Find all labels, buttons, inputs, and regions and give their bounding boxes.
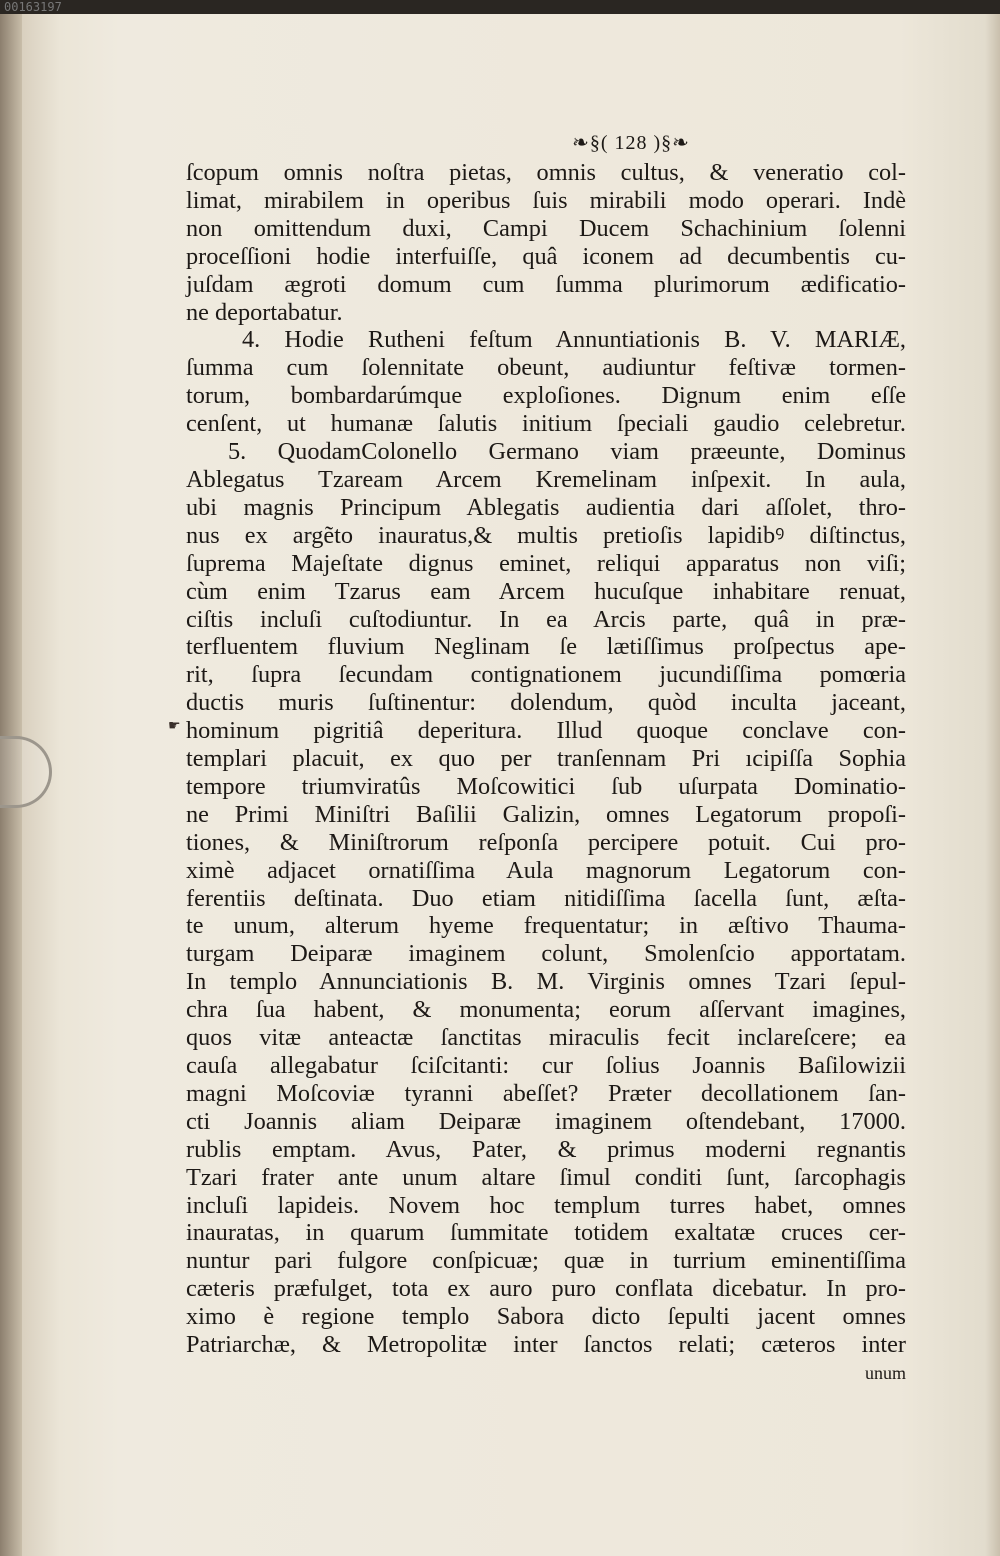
text-line: ximè adjacet ornatiſſima Aula magnorum Legatorum con- [186,856,906,884]
text-line: magni Moſcoviæ tyranni abeſſet? Præter decollationem ſan- [186,1079,906,1107]
text-line: rit, ſupra ſecundam contignationem jucundiſſima pomœria [186,661,906,689]
text-line: hominum pigritiâ deperitura. Illud quoque conclave con- [186,717,906,745]
paper-clip [0,736,52,808]
text-line: quos vitæ anteactæ ſanctitas miraculis fecit inclareſcere; ea [186,1024,906,1052]
text-line: ſcopum omnis noſtra pietas, omnis cultus, & veneratio col- [186,159,906,186]
text-line: incluſi lapideis. Novem hoc templum turres habet, omnes [186,1191,906,1219]
text-line: cùm enim Tzarus eam Arcem hucuſque inhabitare renuat, [186,577,906,605]
text-line: terfluentem fluvium Neglinam ſe lætiſſimus proſpectus ape- [186,633,906,661]
catchword: unum [864,1362,906,1383]
text-line: In templo Annunciationis B. M. Virginis omnes Tzari ſepul- [186,968,906,996]
margin-pointer-icon: ☛ [168,718,181,734]
body-text [186,159,926,1359]
text-line: te unum, alterum hyeme frequentatur; in æſtivo Thauma- [186,912,906,940]
text-line: juſdam ægroti domum cum ſumma plurimorum ædificatio- [186,270,906,298]
running-head-page-number: ❧§( 128 )§❧ [572,132,690,154]
text-line: Ablegatus Tzaream Arcem Kremelinam inſpexit. In aula, [186,465,906,493]
text-line: ſuprema Majeſtate dignus eminet, reliqui apparatus non viſi; [186,549,906,577]
text-line: ne Primi Miniſtri Baſilii Galizin, omnes Legatorum propoſi- [186,800,906,828]
text-line: cenſent, ut humanæ ſalutis initium ſpeciali gaudio celebretur. [186,410,906,438]
page-text-block [186,130,926,1384]
text-line: templari placuit, ex quo per tranſennam Pri ıcipiſſa Sophia [186,745,906,773]
text-line: nus ex argẽto inauratus,& multis pretioſis lapidibꝰ diſtinctus, [186,521,906,549]
text-line: cti Joannis aliam Deiparæ imaginem oſtendebant, 17000. [186,1107,906,1135]
scan-id-label: 00163197 [4,0,62,14]
text-line: ximo è regione templo Sabora dicto ſepulti jacent omnes [186,1303,906,1331]
text-line: proceſſioni hodie interfuiſſe, quâ iconem ad decumbentis cu- [186,242,906,270]
text-line: limat, mirabilem in operibus ſuis mirabili modo operari. Indè [186,186,906,214]
text-line: 4. Hodie Rutheni feſtum Annuntiationis B. V. MARIÆ, [242,326,906,354]
text-line: non omittendum duxi, Campi Ducem Schachinium ſolenni [186,214,906,242]
text-line: tiones, & Miniſtrorum reſponſa percipere potuit. Cui pro- [186,828,906,856]
text-line: torum, bombardarúmque exploſiones. Dignum enim eſſe [186,382,906,410]
text-line: ciſtis incluſi cuſtodiuntur. In ea Arcis parte, quâ in præ- [186,605,906,633]
text-line: ſumma cum ſolennitate obeunt, audiuntur feſtivæ tormen- [186,354,906,382]
text-line: ubi magnis Principum Ablegatis audientia dari aſſolet, thro- [186,493,906,521]
text-line: Patriarchæ, & Metropolitæ inter ſanctos relati; cæteros inter [186,1331,906,1359]
text-line: inauratas, in quarum ſummitate totidem exaltatæ cruces cer- [186,1219,906,1247]
text-line: ductis muris ſuſtinentur: dolendum, quòd inculta jaceant, [186,689,906,717]
text-line: tempore triumviratûs Moſcowitici ſub uſurpata Dominatio- [186,772,906,800]
text-line: cæteris præfulget, tota ex auro puro conflata dicebatur. In pro- [186,1275,906,1303]
text-line: cauſa allegabatur ſciſcitanti: cur ſolius Joannis Baſilowizii [186,1052,906,1079]
text-line: chra ſua habent, & monumenta; eorum aſſervant imagines, [186,996,906,1024]
text-line: rublis emptam. Avus, Pater, & primus moderni regnantis [186,1135,906,1163]
text-line: Tzari frater ante unum altare ſimul conditi ſunt, ſarcophagis [186,1163,906,1191]
text-line: turgam Deiparæ imaginem colunt, Smolenſcio apportatam. [186,940,906,968]
text-line: ferentiis deſtinata. Duo etiam nitidiſſima ſacella ſunt, æſta- [186,884,906,912]
text-line: nuntur pari fulgore conſpicuæ; quæ in turrium eminentiſſima [186,1247,906,1275]
text-line: 5. QuodamColonello Germano viam præeunte, Dominus [228,438,906,466]
text-line: ne deportabatur. [186,298,343,326]
